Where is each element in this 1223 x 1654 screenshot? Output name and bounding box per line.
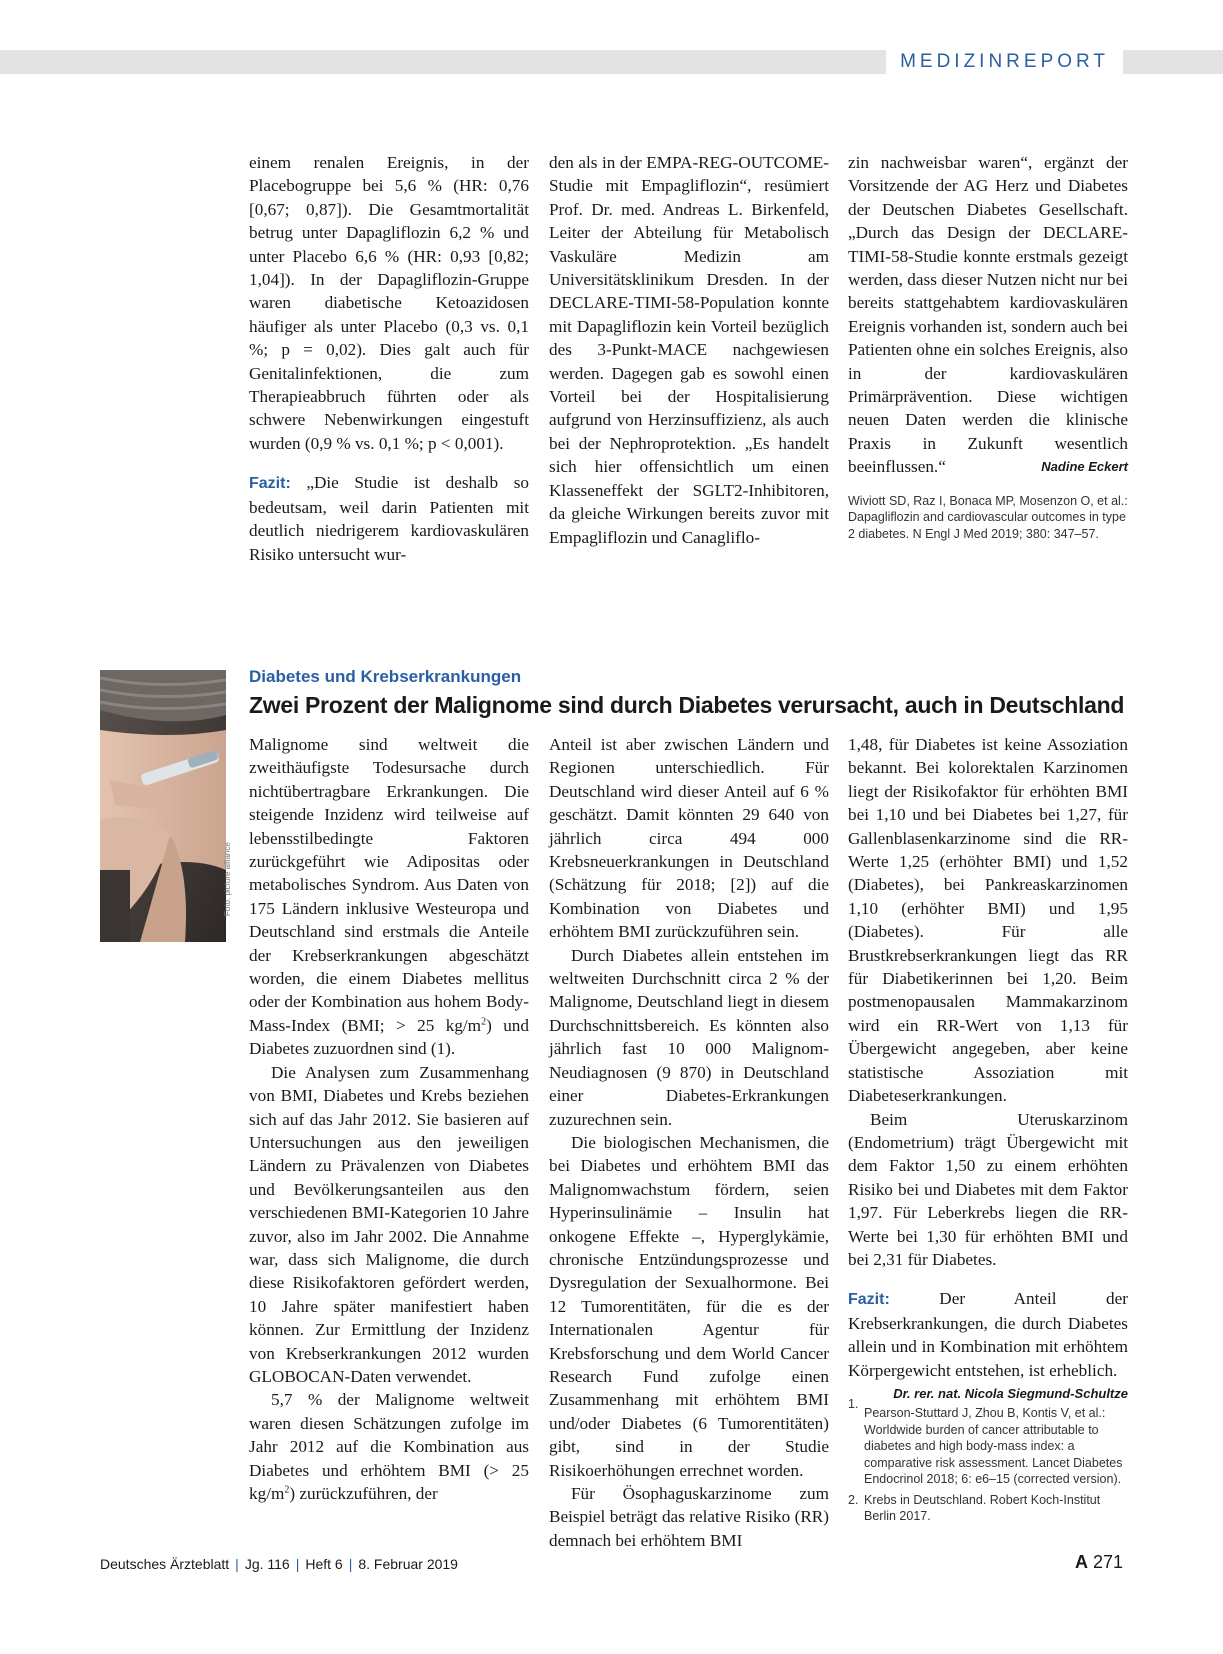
page-prefix: A [1074, 1552, 1088, 1572]
article1-paragraph: den als in der EMPA-REG-OUTCOME-Studie mit Empagliflozin“, resümiert Prof. Dr. med. Andreas L. Birkenfeld, Leiter der Abteilung für Metabolisch Vaskuläre Medizin am Universitätsklinikum Dresden. In der DECLARE-TIMI-58-Population konnte mit Dapagliflozin kein Vorteil bezüglich des 3-Punkt-MACE nachgewiesen werden. Dagegen gab es sowohl einen Vorteil bei der Hospitalisierung aufgrund von Herzinsuffizienz, als auch bei der Nephroprotektion. „Es handelt sich hier offensichtlich um einen Klasseneffekt der SGLT2-Inhibitoren, da gleiche Wirkungen bereits zuvor mit Empagliflozin und Canagliflo- [549, 153, 829, 547]
reference-item [848, 1492, 1128, 1525]
reference-text: Pearson-Stuttard J, Zhou B, Kontis V, et al.: Worldwide burden of cancer attributable to diabetes and high body-mass index: a comparative risk assessment. Lancet Diabetes Endocrinol 2018; 6: e6–15 (corrected version). [864, 1406, 1123, 1487]
author-name: Nadine Eckert [1041, 459, 1128, 475]
article-kicker: Diabetes und Krebserkrankungen [249, 667, 522, 686]
article1-paragraph: einem renalen Ereignis, in der Placebogruppe bei 5,6 % (HR: 0,76 [0,67; 0,87]). Die Gesamtmortalität betrug unter Dapagliflozin 6,2 % und unter Placebo 6,6 % (HR: 0,93 [0,82; 1,04]). In der Dapagliflozin-Gruppe waren diabetische Ketoazidosen häufiger als unter Placebo (0,3 vs. 0,1 %; p = 0,02). Dies galt auch für Genitalinfektionen, die zum Therapieabbruch führten oder als schwere Nebenwirkungen eingestuft wurden (0,9 % vs. 0,1 %; p < 0,001). [249, 153, 529, 453]
fazit-label: Fazit: [848, 1291, 890, 1309]
fazit-text: „Die Studie ist deshalb so bedeutsam, weil darin Patienten mit deutlich niedrigerem kardiovaskulären Risiko untersucht wur- [249, 473, 529, 564]
reference-list [848, 1396, 1128, 1525]
article2-paragraph: Beim Uteruskarzinom (Endometrium) trägt Übergewicht mit dem Faktor 1,50 zu einem erhöhten Risiko bei und Diabetes mit dem Faktor 1,97. Für Leberkrebs liegen die RR-Werte bei 1,30 für erhöhten BMI und bei 2,31 für Diabetes. [848, 1109, 1128, 1269]
paragraph-text: ) und Diabetes zuzuordnen sind (1). [249, 1015, 529, 1059]
issue-date: 8. Februar 2019 [358, 1556, 458, 1572]
reference-number: 2. [848, 1492, 859, 1507]
article2-paragraph [249, 1388, 529, 1505]
article2-column-3 [848, 733, 1128, 1529]
superscript: 2 [284, 1484, 290, 1496]
paragraph-text: Malignome sind weltweit die zweithäufigste Todesursache durch nichtübertragbare Erkrankungen. Die steigende Inzidenz wird teilweise auf lebensstilbedingte Faktoren zurückgeführt wie Adipositas oder metabolisches Syndrom. Aus Daten von 175 Ländern inklusive Westeuropa und Deutschland sind erstmals die Anteile der Krebserkrankungen abgeschätzt worden, die einem Diabetes mellitus oder der Kombination aus hohem Body-Mass-Index (BMI; > 25 kg/m [249, 735, 529, 1035]
article1-fazit [249, 471, 529, 566]
paragraph-text: 5,7 % der Malignome weltweit waren diesen Schätzungen zufolge im Jahr 2012 auf die Kombination aus Diabetes und erhöhtem BMI (> 25 kg/m [249, 1390, 529, 1503]
article2-column-2 [549, 733, 829, 1552]
article2-paragraph: Die Analysen zum Zusammenhang von BMI, Diabetes und Krebs beziehen sich auf das Jahr 2012. Sie basieren auf Untersuchungen aus den jeweiligen Ländern zu Prävalenzen von Diabetes und Bevölkerungsanteilen aus den verschiedenen BMI-Kategorien 10 Jahre zuvor, also im Jahr 2002. Die Annahme war, dass sich Malignome, die durch diese Risikofaktoren gefördert werden, 10 Jahre später manifestiert haben können. Zur Ermittlung der Inzidenz von Krebserkrankungen 2012 wurden GLOBOCAN-Daten verwendet. [249, 1062, 529, 1386]
volume: Jg. 116 [244, 1556, 290, 1572]
article2-column-1 [249, 733, 529, 1505]
journal-name: Deutsches Ärzteblatt [100, 1556, 230, 1572]
photo-credit [223, 842, 239, 916]
injection-photo [100, 670, 226, 942]
article2-paragraph: Die biologischen Mechanismen, die bei Diabetes und erhöhtem BMI das Malignomwachstum fördern, seien Hyperinsulinämie – Insulin hat onkogene Effekte –, Hyperglykämie, chronische Entzündungsprozesse und Dysregulation der Sexualhormone. Bei 12 Tumorentitäten, für die es der Internationalen Agentur für Krebsforschung und dem World Cancer Research Fund zufolge einen Zusammenhang mit erhöhtem BMI und/oder Diabetes (6 Tumorentitäten) gibt, sind in der Studie Risikoerhöhungen errechnet worden. [549, 1132, 829, 1480]
reference-number: 1. [848, 1396, 859, 1411]
article2-paragraph [249, 733, 529, 1061]
article1-column-1 [249, 151, 529, 566]
section-label: MEDIZINREPORT [886, 50, 1123, 74]
issue: Heft 6 [305, 1556, 343, 1572]
fazit-label: Fazit: [249, 475, 291, 493]
article2-paragraph: Durch Diabetes allein entstehen im weltweiten Durchschnitt circa 2 % der Malignome, Deutschland liegt in diesem Durchschnittsbereich. Es könnten also jährlich fast 10 000 Malignom-Neudiagnosen (9 870) in Deutschland einer Diabetes-Erkrankungen zuzurechnen sein. [549, 945, 829, 1129]
article2-paragraph: 1,48, für Diabetes ist keine Assoziation bekannt. Bei kolorektalen Karzinomen liegt der Risikofaktor für erhöhten BMI bei 1,10 und bei Diabetes bei 1,27, für Gallenblasenkarzinome sind die RR-Werte 1,25 (erhöhter BMI) und 1,52 (Diabetes), bei Pankreaskarzinomen 1,10 (erhöhter BMI) und 1,95 (Diabetes). Für alle Brustkrebserkrankungen liegt das RR für Diabetikerinnen bei 1,20. Beim postmenopausalen Mammakarzinom wird ein RR-Wert von 1,13 für Übergewicht angegeben, aber keine statistische Assoziation mit Diabeteserkrankungen. [848, 735, 1128, 1106]
article2-paragraph: Anteil ist aber zwischen Ländern und Regionen unterschiedlich. Für Deutschland wird dieser Anteil auf 6 % geschätzt. Damit könnten 29 640 von jährlich circa 494 000 Krebsneuerkrankungen in Deutschland (Schätzung für 2018; [2]) auf die Kombination von Diabetes und erhöhtem BMI zurückzuführen sein. [549, 735, 829, 942]
superscript: 2 [481, 1016, 487, 1028]
article-headline: Zwei Prozent der Malignome sind durch Diabetes verursacht, auch in Deutschland [249, 692, 1125, 718]
reference-item [848, 1396, 1128, 1488]
article1-column-3 [848, 151, 1128, 542]
article1-paragraph-text: zin nachweisbar waren“, ergänzt der Vorsitzende der AG Herz und Diabetes der Deutschen Diabetes Gesellschaft. „Durch das Design der DECLARE-TIMI-58-Studie konnte erstmals gezeigt werden, dass dieser Nutzen nicht nur bei bereits stattgehabtem kardiovaskulären Ereignis vorhanden ist, sondern auch bei Patienten ohne ein solches Ereignis, also in der kardiovaskulären Primärprävention. Diese wichtigen neuen Daten werden die klinische Praxis in Zukunft wesentlich beeinflussen.“ [848, 153, 1128, 477]
reference: Wiviott SD, Raz I, Bonaca MP, Mosenzon O, et al.: Dapagliflozin and cardiovascular outcomes in type 2 diabetes. N Engl J Med 2019; 380: 347–57. [848, 493, 1128, 541]
paragraph-text: ) zurückzuführen, der [289, 1484, 438, 1503]
page-footer: Deutsches Ärzteblatt | Jg. 116 | Heft 6 | 8. Februar 2019 [100, 1556, 458, 1572]
article-photo [100, 670, 226, 942]
photo-credit-text: Foto: picture alliance [223, 842, 232, 916]
article2-paragraph: Für Ösophaguskarzinome zum Beispiel beträgt das relative Risiko (RR) demnach bei erhöhtem BMI [549, 1484, 829, 1550]
article1-column-2 [549, 151, 829, 549]
page-number-value: 271 [1092, 1552, 1123, 1572]
fazit-text: Der Anteil der Krebserkrankungen, die durch Diabetes allein und in Kombination mit erhöhtem Körpergewicht entstehen, ist erheblich. [848, 1289, 1128, 1380]
article2-fazit [848, 1287, 1128, 1401]
article1-paragraph [848, 151, 1128, 479]
page-number [1075, 1552, 1123, 1573]
reference-text: Krebs in Deutschland. Robert Koch-Institut Berlin 2017. [864, 1492, 1101, 1524]
author-name: Dr. rer. nat. Nicola Siegmund-Schultze [893, 1385, 1128, 1401]
